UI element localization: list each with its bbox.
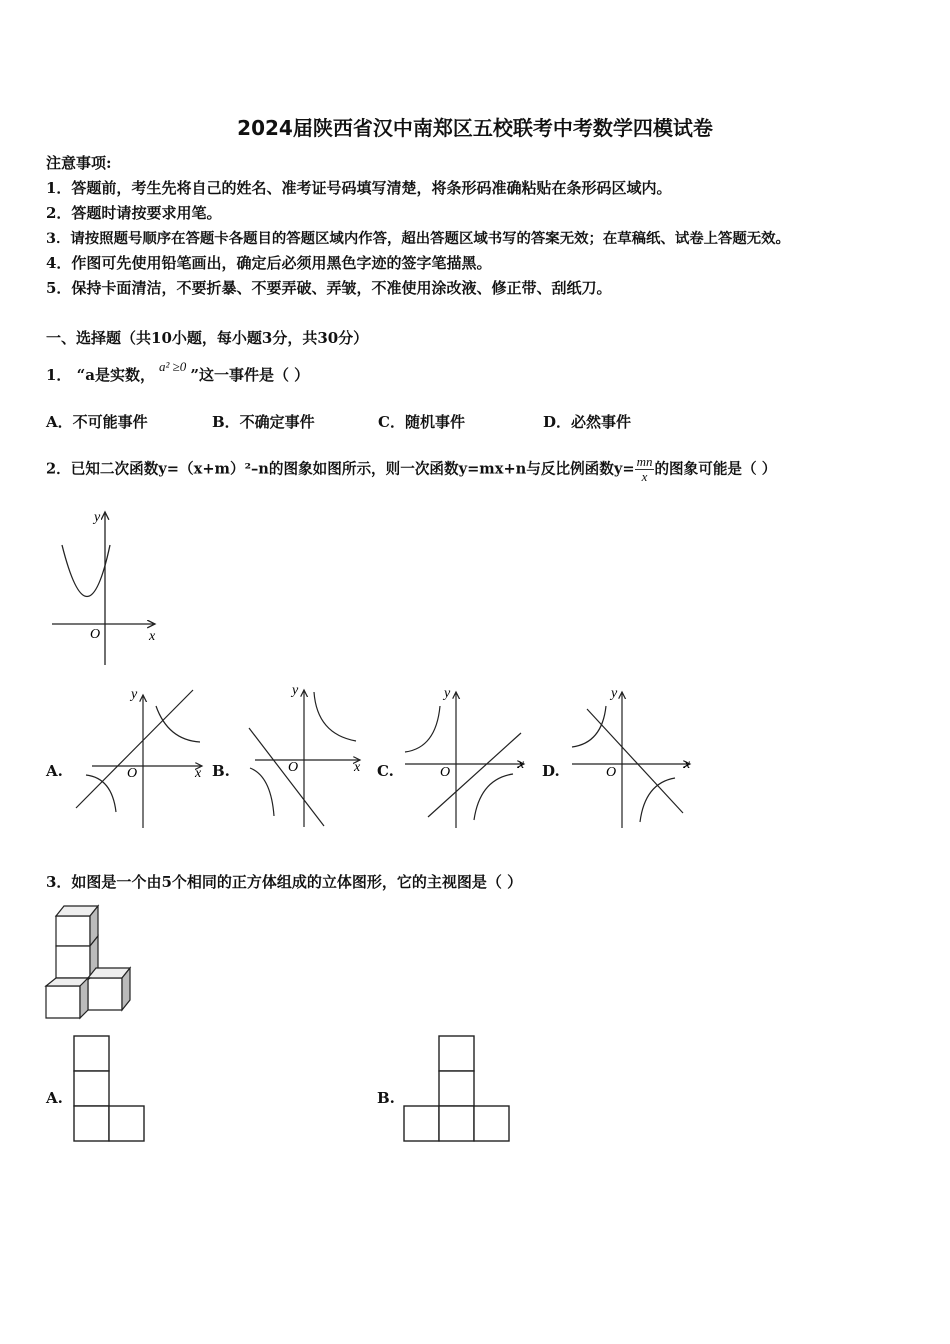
q1-option-b: B．不确定事件 xyxy=(212,413,315,431)
notes-item: 5．保持卡面清洁，不要折暴、不要弄破、弄皱，不准使用涂改液、修正带、刮纸刀。 xyxy=(46,279,612,297)
axis-label-x: x xyxy=(354,760,361,775)
view-square xyxy=(474,1106,509,1141)
q3-option-a-label: A. xyxy=(46,1089,63,1107)
q1-option-a: A．不可能事件 xyxy=(46,413,148,431)
q3-option-b-view xyxy=(404,1036,509,1141)
origin-label: O xyxy=(606,765,617,780)
view-square xyxy=(74,1036,109,1071)
parabola-curve xyxy=(62,545,110,597)
q1-formula: a² ≥0 xyxy=(159,359,187,374)
axis-label-y: y xyxy=(611,686,618,701)
q3-solid-figure xyxy=(46,906,130,1018)
hyperbola-branch xyxy=(474,774,513,820)
axis-label-y: y xyxy=(444,686,451,701)
q2-option-b-label: B. xyxy=(212,762,230,780)
axis-label-y: y xyxy=(94,510,101,525)
q2-prefix: 2．已知二次函数y=（x+m）²–n的图象如图所示，则一次函数y=mx+n与反比例函数y= xyxy=(46,460,635,478)
q1-prefix: 1． “a是实数， xyxy=(46,366,156,384)
q2-graph-b xyxy=(249,683,361,827)
hyperbola-branch xyxy=(250,768,274,816)
view-square xyxy=(74,1071,109,1106)
line xyxy=(76,690,193,808)
hyperbola-branch xyxy=(640,778,675,822)
view-square xyxy=(404,1106,439,1141)
q2-graph-d xyxy=(572,686,691,828)
view-square xyxy=(439,1036,474,1071)
q2-suffix: 的图象可能是（ ） xyxy=(654,460,777,478)
cube-face xyxy=(46,986,80,1018)
axis-label-x: x xyxy=(195,766,202,781)
origin-label: O xyxy=(127,766,138,781)
q2-graph-a xyxy=(76,687,202,828)
parabola-graph xyxy=(52,510,156,665)
q3-option-a-view xyxy=(74,1036,144,1141)
notes-heading: 注意事项: xyxy=(46,154,112,172)
q1-option-d: D．必然事件 xyxy=(543,413,632,431)
axis-label-y: y xyxy=(292,683,299,698)
view-square xyxy=(439,1071,474,1106)
notes-item: 3．请按照题号顺序在答题卡各题目的答题区域内作答，超出答题区域书写的答案无效；在草稿纸、试卷上答题无效。 xyxy=(46,230,790,247)
q3-option-b-label: B. xyxy=(377,1089,395,1107)
view-square xyxy=(109,1106,144,1141)
q2-option-a-label: A. xyxy=(46,762,63,780)
q2-graph-c xyxy=(405,686,525,828)
cube-side xyxy=(80,978,88,1018)
origin-label: O xyxy=(288,760,299,775)
notes-item: 1．答题前，考生先将自己的姓名、准考证号码填写清楚，将条形码准确粘贴在条形码区域内。 xyxy=(46,179,672,197)
cube-face xyxy=(88,978,122,1010)
q2-frac-num: mn xyxy=(636,454,653,469)
section-heading: 一、选择题（共10小题，每小题3分，共30分） xyxy=(46,329,369,347)
q1-suffix: ”这一事件是（ ） xyxy=(190,366,310,384)
cube-face xyxy=(56,916,90,946)
axis-label-x: x xyxy=(684,757,691,772)
line xyxy=(249,728,324,826)
axis-label-y: y xyxy=(131,687,138,702)
origin-label: O xyxy=(440,765,451,780)
view-square xyxy=(74,1106,109,1141)
notes-item: 4．作图可先使用铅笔画出，确定后必须用黑色字迹的签字笔描黑。 xyxy=(46,254,492,272)
cube-face xyxy=(56,946,90,978)
q2-option-c-label: C. xyxy=(377,762,394,780)
q1-option-c: C．随机事件 xyxy=(378,413,465,431)
q2-option-d-label: D. xyxy=(542,762,560,780)
view-square xyxy=(439,1106,474,1141)
q3-stem: 3．如图是一个由5个相同的正方体组成的立体图形，它的主视图是（ ） xyxy=(46,873,523,891)
origin-label: O xyxy=(90,627,101,642)
axis-label-x: x xyxy=(518,757,525,772)
notes-item: 2．答题时请按要求用笔。 xyxy=(46,204,222,222)
hyperbola-branch xyxy=(314,692,356,741)
axis-label-x: x xyxy=(149,629,156,644)
hyperbola-branch xyxy=(405,706,440,752)
hyperbola-branch xyxy=(572,706,606,747)
page-title: 2024届陕西省汉中南郑区五校联考中考数学四模试卷 xyxy=(237,116,713,140)
hyperbola-branch xyxy=(156,706,200,742)
q2-frac-den: x xyxy=(641,469,648,484)
